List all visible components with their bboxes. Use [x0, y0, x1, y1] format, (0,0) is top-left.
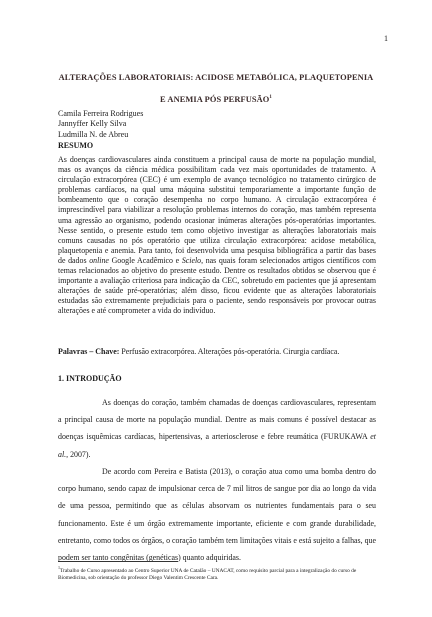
footnote-divider — [58, 561, 178, 562]
keywords-line — [58, 347, 376, 357]
abstract-paragraph — [58, 155, 376, 317]
document-title — [56, 68, 376, 110]
intro-text-part: As doenças do coração, também chamadas de doenças cardiovasculares, representam a principal causa de morte na população mundial. Dentre as mais comuns é possível destacar as doenças isquêmicas cardíacas, hipertensivas, a arteriosclerose e febre reumática (FURUKAWA — [58, 398, 376, 442]
author-name: Ludmilla N. de Abreu — [58, 129, 129, 139]
abstract-text-italic: online — [89, 255, 109, 265]
author-name: Jannyffer Kelly Silva — [58, 119, 127, 129]
abstract-text-part: As doenças cardiovasculares ainda constituem a principal causa de morte na população mundial, mas os avanços da ciência médica possibilitam cada vez mais oportunidades de tratamento. A circulação extracorpórea (CEC) é um exemplo de avanço tecnológico no tratamento cirúrgico de problemas cardíacos, na qual uma máquina substitui temporariamente a importante função de bombeamento que o coração desempenha no corpo humano. A circulação extracorpórea é imprescindível para viabilizar a resolução problemas internos do coração, mas também representa uma agressão ao organismo, podendo ocasionar inúmeras alterações pós-operatórias importantes. Nesse sentido, o presente estudo tem como objetivo investigar as alterações laboratoriais mais comuns causadas no pós operatório que utiliza circulação extracorpórea: acidose metabólica, plaquetopenia e anemia. Para tanto, foi desenvolvida uma pesquisa bibliográfica a partir das bases de dados — [58, 155, 376, 265]
abstract-text-italic: Scielo — [181, 255, 202, 265]
keywords-text: Perfusão extracorpórea. Alterações pós-operatória. Cirurgia cardíaca. — [119, 347, 340, 356]
title-line-2 — [56, 88, 376, 110]
footnote — [58, 564, 376, 583]
abstract-heading: RESUMO — [58, 141, 94, 150]
footnote-marker: 1 — [58, 565, 60, 570]
keywords-label: Palavras – Chave: — [58, 347, 120, 356]
title-footnote-marker: 1 — [269, 95, 272, 100]
footnote-text: Trabalho de Curso apresentado ao Centro Superior UNA de Catalão – UNACAT, como requisito parcial para a integralização do curso de Biomedicina, sob orientação do professor Diego Valentim Crescente Cara. — [58, 567, 357, 582]
abstract-text-part: , nas quais foram selecionados artigos científicos com temas relacionados ao objetivo do presente estudo. Dentre os resultados obtidos se observou que é importante a avaliação criteriosa para indicação da CEC, sobretudo em pacientes que já apresentam alterações de saúde pré-operatórias; além disso, ficou evidente que as alterações laboratoriais estudadas são extremamente prejudiciais para o paciente, sendo responsáveis por provocar outras alterações e até comprometer a vida do indivíduo. — [58, 255, 376, 316]
abstract-text-part: Google Acadêmico e — [108, 255, 182, 265]
introduction-paragraph-1 — [58, 394, 376, 463]
title-line-2-text: E ANEMIA PÓS PERFUSÃO — [160, 94, 270, 104]
author-name: Camila Ferreira Rodrigues — [58, 109, 144, 118]
intro-text-italic: et al. — [58, 432, 376, 459]
intro-text-part: , 2007). — [66, 449, 91, 459]
page-number: 1 — [384, 34, 388, 43]
introduction-heading: 1. INTRODUÇÃO — [58, 374, 122, 383]
author-list — [58, 109, 143, 140]
title-line-1: ALTERAÇÕES LABORATORIAIS: ACIDOSE METABÓLICA, PLAQUETOPENIA — [58, 73, 374, 82]
introduction-paragraph-2: De acordo com Pereira e Batista (2013), o coração atua como uma bomba dentro do corpo humano, sendo capaz de impulsionar cerca de 7 mil litros de sangue por dia ao longo da vida de uma pessoa, permitindo que as células absorvam os nutrientes fundamentais para o seu funcionamento. Este é um órgão extremamente importante, eficiente e com grande durabilidade, entretanto, como todos os órgãos, o coração também tem limitações vitais e está sujeito a falhas, que podem ser tanto congênitas (genéticas) quanto adquiridas. — [58, 467, 376, 563]
